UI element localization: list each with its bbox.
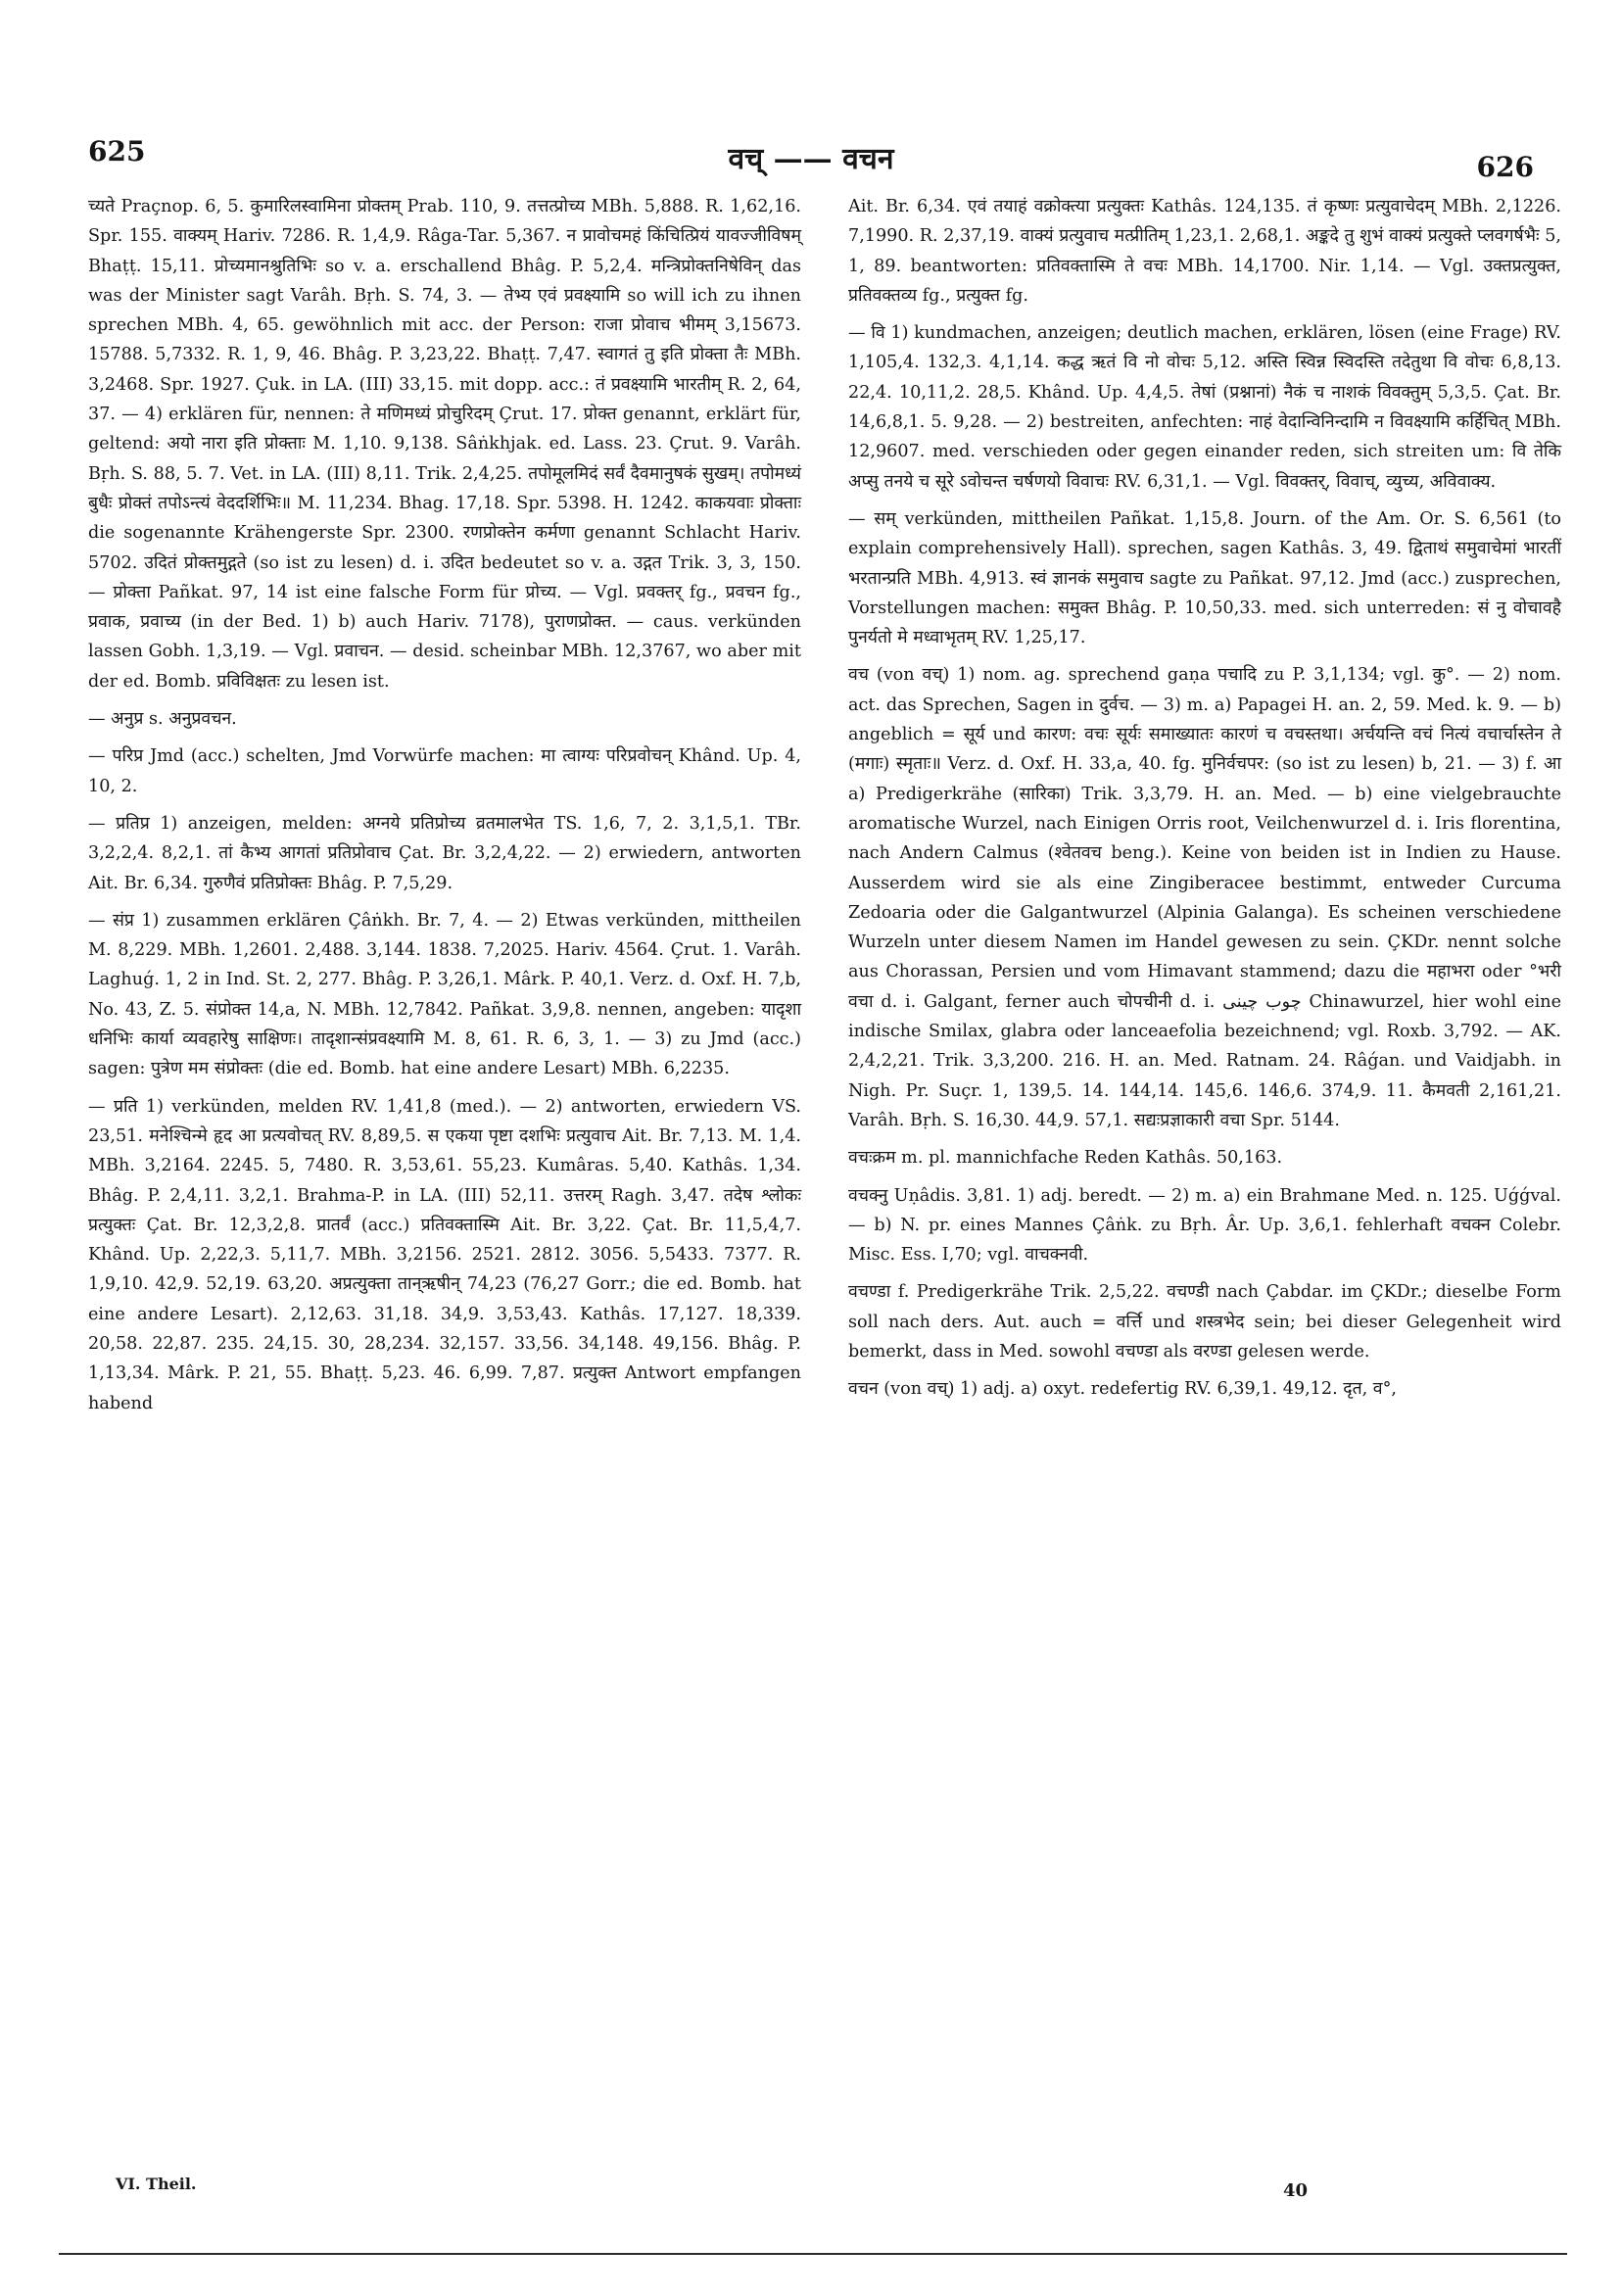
page-number-right: 626 xyxy=(1476,151,1534,183)
running-title: वच् —— वचन xyxy=(728,142,894,176)
running-header xyxy=(88,129,1534,183)
dictionary-entry: वचक्नु Uṇâdis. 3,81. 1) adj. beredt. — 2) m. a) ein Brahmane Med. n. 125. Uǵǵval. — b) N. pr. eines Mannes Çâṅk. zu Bṛh. Âr. Up. 3,6,1. fehlerhaft वचक्न Colebr. Misc. Ess. I,70; vgl. वाचक्नवी. xyxy=(848,1185,1561,1266)
sheet-number: 40 xyxy=(1283,2180,1309,2201)
dictionary-entry: — प्रतिप्र 1) anzeigen, melden: अग्नये प्रतिप्रोच्य व्रतमालभेत TS. 1,6, 7, 2. 3,1,5,1. TBr. 3,2,2,4. 8,2,1. तां कैभ्य आगतां प्रतिप्रोवाच Çat. Br. 3,2,4,22. — 2) erwiedern, antworten Ait. Br. 6,34. गुरुणैवं प्रतिप्रोक्तः Bhâg. P. 7,5,29. xyxy=(88,813,801,893)
dictionary-entry: वचण्डा f. Predigerkrähe Trik. 2,5,22. वचण्डी nach Çabdar. im ÇKDr.; dieselbe Form soll nach ders. Aut. auch = वर्त्ति und शस्त्रभेद sein; bei dieser Gelegenheit wird bemerkt, dass in Med. sowohl वचण्डा als वरण्डा gelesen werde. xyxy=(848,1282,1561,1362)
dictionary-entry: वचन (von वच्) 1) adj. a) oxyt. redefertig RV. 6,39,1. 49,12. दृत, व°, xyxy=(848,1379,1397,1400)
bottom-rule xyxy=(59,2253,1567,2255)
dictionary-entry: — सम् verkünden, mittheilen Pañkat. 1,15,8. Journ. of the Am. Or. S. 6,561 (to explain comprehensively Hall). sprechen, sagen Kathâs. 3, 49. द्विताथं समुवाचेमां भारतीं भरतान्प्रति MBh. 4,913. स्वं ज्ञानकं समुवाच sagte zu Pañkat. 97,12. Jmd (acc.) zusprechen, Vorstellungen machen: समुक्त Bhâg. P. 10,50,33. med. sich unterreden: सं नु वोचावहै पुनर्यतो मे मध्वाभृतम् RV. 1,25,17. xyxy=(848,508,1561,648)
dictionary-entry: — संप्र 1) zusammen erklären Çâṅkh. Br. 7, 4. — 2) Etwas verkünden, mittheilen M. 8,229. MBh. 1,2601. 2,488. 3,144. 1838. 7,2025. Hariv. 4564. Çrut. 1. Varâh. Laghuǵ. 1, 2 in Ind. St. 2, 277. Bhâg. P. 3,26,1. Mârk. P. 40,1. Verz. d. Oxf. H. 7,b, No. 43, Z. 5. संप्रोक्त 14,a, N. MBh. 12,7842. Pañkat. 3,9,8. nennen, angeben: यादृशा धनिभिः कार्या व्यवहारेषु साक्षिणः। तादृशान्संप्रवक्ष्यामि M. 8, 61. R. 6, 3, 1. — 3) zu Jmd (acc.) sagen: पुत्रेण मम संप्रोक्तः (die ed. Bomb. hat eine andere Lesart) MBh. 6,2235. xyxy=(88,910,801,1079)
left-column xyxy=(88,192,801,1426)
dictionary-entry: — प्रति 1) verkünden, melden RV. 1,41,8 (med.). — 2) antworten, erwiedern VS. 23,51. मनेश्चिन्मे हृद आ प्रत्यवोचत् RV. 8,89,5. स एकया पृष्टा दशभिः प्रत्युवाच Ait. Br. 7,13. M. 1,4. MBh. 3,2164. 2245. 5, 7480. R. 3,53,61. 55,23. Kumâras. 5,40. Kathâs. 1,34. Bhâg. P. 2,4,11. 3,2,1. Brahma-P. in LA. (III) 52,11. उत्तरम् Ragh. 3,47. तदेष श्लोकः प्रत्युक्तः Çat. Br. 12,3,2,8. प्रातर्वं (acc.) प्रतिवक्तास्मि Ait. Br. 3,22. Çat. Br. 11,5,4,7. Khând. Up. 2,22,3. 5,11,7. MBh. 3,2156. 2521. 2812. 3056. 5,5433. 7377. R. 1,9,10. 42,9. 52,19. 63,20. अप्रत्युक्ता तान्ऋषीन् 74,23 (76,27 Gorr.; die ed. Bomb. hat eine andere Lesart). 2,12,63. 31,18. 34,9. 3,53,43. Kathâs. 17,127. 18,339. 20,58. 22,87. 235. 24,15. 30, 28,234. 32,157. 33,56. 34,148. 49,156. Bhâg. P. 1,13,34. Mârk. P. 21, 55. Bhaṭṭ. 5,23. 46. 6,99. 7,87. प्रत्युक्त Antwort empfangen habend xyxy=(88,1096,801,1413)
page-number-left: 625 xyxy=(88,135,146,167)
dictionary-entry: वचःक्रम m. pl. mannichfache Reden Kathâs. 50,163. xyxy=(848,1148,1283,1169)
right-column xyxy=(848,192,1561,1412)
volume-note: VI. Theil. xyxy=(116,2175,197,2193)
dictionary-entry: — परिप्र Jmd (acc.) schelten, Jmd Vorwürfe machen: मा त्वाग्यः परिप्रवोचन् Khând. Up. 4, 10, 2. xyxy=(88,746,801,796)
dictionary-entry: च्यते Praçnop. 6, 5. कुमारिलस्वामिना प्रोक्तम् Prab. 110, 9. तत्तत्प्रोच्य MBh. 5,888. R. 1,62,16. Spr. 155. वाक्यम् Hariv. 7286. R. 1,4,9. Râga-Tar. 5,367. न प्रावोचमहं किंचित्प्रियं यावज्जीविषम् Bhaṭṭ. 15,11. प्रोच्यमानश्रुतिभिः so v. a. erschallend Bhâg. P. 5,2,4. मन्त्रिप्रोक्तनिषेविन् das was der Minister sagt Varâh. Bṛh. S. 74, 3. — तेभ्य एवं प्रवक्ष्यामि so will ich zu ihnen sprechen MBh. 4, 65. gewöhnlich mit acc. der Person: राजा प्रोवाच भीमम् 3,15673. 15788. 5,7332. R. 1, 9, 46. Bhâg. P. 3,23,22. Bhaṭṭ. 7,47. स्वागतं तु इति प्रोक्ता तैः MBh. 3,2468. Spr. 1927. Çuk. in LA. (III) 33,15. mit dopp. acc.: तं प्रवक्ष्यामि भारतीम् R. 2, 64, 37. — 4) erklären für, nennen: ते मणिमध्यं प्रोचुरिदम् Çrut. 17. प्रोक्त genannt, erklärt für, geltend: अयो नारा इति प्रोक्ताः M. 1,10. 9,138. Sâṅkhjak. ed. Lass. 23. Çrut. 9. Varâh. Bṛh. S. 88, 5. 7. Vet. in LA. (III) 8,11. Trik. 2,4,25. तपोमूलमिदं सर्वं दैवमानुषकं सुखम्। तपोमध्यं बुधैः प्रोक्तं तपोऽन्त्यं वेददर्शिभिः॥ M. 11,234. Bhag. 17,18. Spr. 5398. H. 1242. काकयवाः प्रोक्ताः die sogenannte Krähengerste Spr. 2300. रणप्रोक्तेन कर्मणा genannt Schlacht Hariv. 5702. उदितं प्रोक्तमुद्गते (so ist zu lesen) d. i. उदित bedeutet so v. a. उद्गत Trik. 3, 3, 150. — प्रोक्ता Pañkat. 97, 14 ist eine falsche Form für प्रोच्य. — Vgl. प्रवक्तर् fg., प्रवचन fg., प्रवाक, प्रवाच्य (in der Bed. 1) b) auch Hariv. 7178), पुराणप्रोक्त. — caus. verkünden lassen Gobh. 1,3,19. — Vgl. प्रवाचन. — desid. scheinbar MBh. 12,3767, wo aber mit der ed. Bomb. प्रविविक्षतः zu lesen ist. xyxy=(88,197,801,692)
dictionary-entry: — वि 1) kundmachen, anzeigen; deutlich machen, erklären, lösen (eine Frage) RV. 1,105,4. 132,3. 4,1,14. कद्ध ऋतं वि नो वोचः 5,12. अस्ति स्विन्न स्विदस्ति तदेतुथा वि वोचः 6,8,13. 22,4. 10,11,2. 28,5. Khând. Up. 4,4,5. तेषां (प्रश्नानां) नैकं च नाशकं विवक्तुम् 5,3,5. Çat. Br. 14,6,8,1. 5. 9,28. — 2) bestreiten, anfechten: नाहं वेदान्विनिन्दामि न विवक्ष्यामि कर्हिचित् MBh. 12,9607. med. verschieden oder gegen einander reden, sich streiten um: वि तेकि अप्सु तनये च सूरे ऽवोचन्त चर्षणयो विवाचः RV. 6,31,1. — Vgl. विवक्तर्, विवाच्, व्युच्य, अविवाक्य. xyxy=(848,323,1561,492)
dictionary-entry: Ait. Br. 6,34. एवं तयाहं वक्रोक्त्या प्रत्युक्तः Kathâs. 124,135. तं कृष्णः प्रत्युवाचेदम् MBh. 2,1226. 7,1990. R. 2,37,19. वाक्यं प्रत्युवाच मत्प्रीतिम् 1,23,1. 2,68,1. अङ्कदे तु शुभं वाक्यं प्रत्युक्ते प्लवगर्षभैः 5, 1, 89. beantworten: प्रतिवक्तास्मि ते वचः MBh. 14,1700. Nir. 1,14. — Vgl. उक्तप्रत्युक्त, प्रतिवक्तव्य fg., प्रत्युक्त fg. xyxy=(848,197,1561,306)
dictionary-entry: वच (von वच्) 1) nom. ag. sprechend gaṇa पचादि zu P. 3,1,134; vgl. कु°. — 2) nom. act. das Sprechen, Sagen in दुर्वच. — 3) m. a) Papagei H. an. 2, 59. Med. k. 9. — b) angeblich = सूर्य und कारण: वचः सूर्यः समाख्यातः कारणं च वचस्तथा। अर्चयन्ति वचं नित्यं वचार्चास्तेन ते (मगाः) स्मृताः॥ Verz. d. Oxf. H. 33,a, 40. fg. मुनिर्वचपर: (so ist zu lesen) b, 21. — 3) f. आ a) Predigerkrähe (सारिका) Trik. 3,3,79. H. an. Med. — b) eine vielgebrauchte aromatische Wurzel, nach Einigen Orris root, Veilchenwurzel d. i. Iris florentina, nach Andern Calmus (श्वेतवच beng.). Keine von beiden ist in Indien zu Hause. Ausserdem wird sie als eine Zingiberacee bestimmt, entweder Curcuma Zedoaria oder die Galgantwurzel (Alpinia Galanga). Es scheinen verschiedene Wurzeln unter diesem Namen im Handel gewesen zu sein. ÇKDr. nennt solche aus Chorassan, Persien und vom Himavant stammend; dazu die महाभरा oder °भरी वचा d. i. Galgant, ferner auch चोपचीनी d. i. چوب چینی Chinawurzel, hier wohl eine indische Smilax, glabra oder lanceaefolia bezeichnend; vgl. Roxb. 3,792. — AK. 2,4,2,21. Trik. 3,3,200. 216. H. an. Med. Ratnam. 24. Râǵan. und Vaidjabh. in Nigh. Pr. Suçr. 1, 139,5. 14. 144,14. 145,6. 146,6. 374,9. 11. कैमवती 2,161,21. Varâh. Bṛh. S. 16,30. 44,9. 57,1. सद्यःप्रज्ञाकारी वचा Spr. 5144. xyxy=(848,665,1561,1130)
dictionary-entry: — अनुप्र s. अनुप्रवचन. xyxy=(88,709,237,730)
